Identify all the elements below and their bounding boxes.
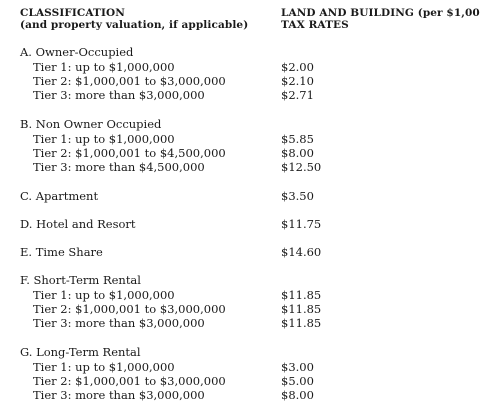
tier-label: Tier 2: $1,000,001 to $3,000,000	[33, 302, 226, 316]
table-row	[0, 303, 481, 316]
table-row	[0, 61, 481, 74]
tier-label: Tier 3: more than $3,000,000	[33, 316, 205, 330]
category-short-term-rental	[0, 274, 481, 287]
tier-label: Tier 2: $1,000,001 to $4,500,000	[33, 146, 226, 160]
classification-header-subtitle: (and property valuation, if applicable)	[20, 19, 249, 31]
category-title: A. Owner-Occupied	[20, 45, 134, 59]
table-row	[0, 89, 481, 102]
tax-rate-value: $8.00	[281, 146, 314, 160]
classification-header-title: CLASSIFICATION	[20, 7, 125, 19]
category-long-term-rental	[0, 346, 481, 359]
tax-rates-header	[281, 7, 480, 31]
tax-rate-value: $5.00	[281, 374, 314, 388]
table-row	[0, 317, 481, 330]
category-time-share	[0, 246, 481, 259]
tax-rate-value: $3.00	[281, 360, 314, 374]
tier-label: Tier 1: up to $1,000,000	[33, 60, 175, 74]
tier-label: Tier 2: $1,000,001 to $3,000,000	[33, 374, 226, 388]
category-owner-occupied	[0, 46, 481, 59]
table-row	[0, 361, 481, 374]
category-title: E. Time Share	[20, 245, 103, 259]
tier-label: Tier 1: up to $1,000,000	[33, 132, 175, 146]
table-row	[0, 133, 481, 146]
tier-label: Tier 3: more than $4,500,000	[33, 160, 205, 174]
category-title: B. Non Owner Occupied	[20, 117, 162, 131]
table-row	[0, 389, 481, 402]
tier-label: Tier 1: up to $1,000,000	[33, 360, 175, 374]
tax-rate-value: $11.85	[281, 302, 322, 316]
table-row	[0, 161, 481, 174]
category-title: C. Apartment	[20, 189, 99, 203]
table-row	[0, 375, 481, 388]
tax-rates-header-title: LAND AND BUILDING (per $1,00	[281, 7, 480, 19]
category-title: F. Short-Term Rental	[20, 273, 141, 287]
tax-rate-value: $2.71	[281, 88, 314, 102]
tier-label: Tier 3: more than $3,000,000	[33, 88, 205, 102]
category-apartment	[0, 190, 481, 203]
tax-rate-value: $11.85	[281, 316, 322, 330]
category-non-owner-occupied	[0, 118, 481, 131]
tier-label: Tier 2: $1,000,001 to $3,000,000	[33, 74, 226, 88]
category-title: D. Hotel and Resort	[20, 217, 136, 231]
tax-rate-value: $3.50	[281, 189, 314, 203]
tax-rate-value: $8.00	[281, 388, 314, 402]
tax-rate-value: $11.75	[281, 217, 322, 231]
tax-rate-value: $5.85	[281, 132, 314, 146]
tax-rate-value: $11.85	[281, 288, 322, 302]
table-row	[0, 289, 481, 302]
category-title: G. Long-Term Rental	[20, 345, 141, 359]
tax-rate-value: $2.00	[281, 60, 314, 74]
tax-rates-header-subtitle: TAX RATES	[281, 19, 349, 31]
table-row	[0, 147, 481, 160]
tier-label: Tier 3: more than $3,000,000	[33, 388, 205, 402]
tax-rate-value: $2.10	[281, 74, 314, 88]
tax-rate-value: $12.50	[281, 160, 322, 174]
tier-label: Tier 1: up to $1,000,000	[33, 288, 175, 302]
classification-header	[20, 7, 248, 31]
table-row	[0, 75, 481, 88]
category-hotel-and-resort	[0, 218, 481, 231]
tax-rate-value: $14.60	[281, 245, 322, 259]
